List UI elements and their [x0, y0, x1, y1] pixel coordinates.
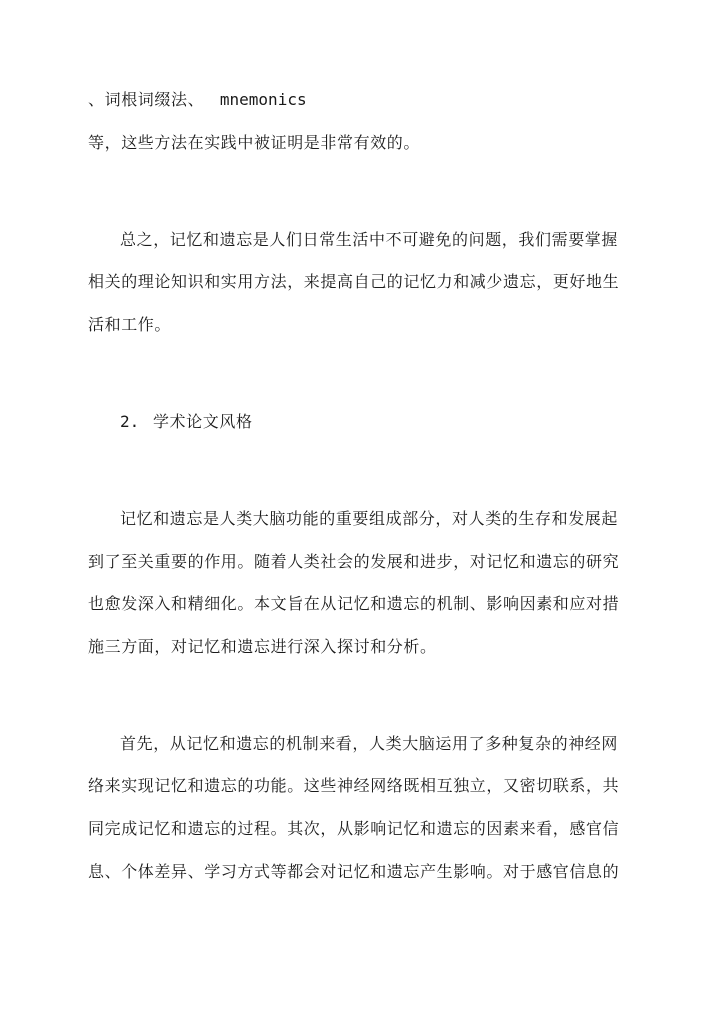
section-heading	[120, 412, 665, 432]
mnemonics-term: mnemonics	[219, 90, 307, 109]
para2-line-2: 相关的理论知识和实用方法，来提高自己的记忆力和减少遗忘，更好地生	[88, 272, 620, 291]
para1-line-2: 等，这些方法在实践中被证明是非常有效的。	[88, 133, 421, 152]
section-title: 学术论文风格	[152, 412, 253, 431]
para3-line-3: 也愈发深入和精细化。本文旨在从记忆和遗忘的机制、影响因素和应对措	[88, 594, 620, 613]
para2-line-1: 总之，记忆和遗忘是人们日常生活中不可避免的问题，我们需要掌握	[120, 230, 619, 249]
para3-line-4: 施三方面，对记忆和遗忘进行深入探讨和分析。	[88, 637, 437, 656]
para3-line-2: 到了至关重要的作用。随着人类社会的发展和进步，对记忆和遗忘的研究	[88, 552, 620, 571]
para1-line-1	[88, 90, 633, 110]
para1-line-1-prefix: 、词根词缀法、	[88, 90, 205, 109]
para4-line-4: 息、个体差异、学习方式等都会对记忆和遗忘产生影响。对于感官信息的	[88, 862, 620, 881]
para4-line-1: 首先，从记忆和遗忘的机制来看，人类大脑运用了多种复杂的神经网	[120, 734, 619, 753]
para2-line-3: 活和工作。	[88, 315, 172, 334]
section-number: 2.	[120, 412, 140, 431]
para4-line-3: 同完成记忆和遗忘的过程。其次，从影响记忆和遗忘的因素来看，感官信	[88, 819, 620, 838]
para3-line-1: 记忆和遗忘是人类大脑功能的重要组成部分，对人类的生存和发展起	[120, 509, 619, 528]
para4-line-2: 络来实现记忆和遗忘的功能。这些神经网络既相互独立，又密切联系，共	[88, 776, 620, 795]
